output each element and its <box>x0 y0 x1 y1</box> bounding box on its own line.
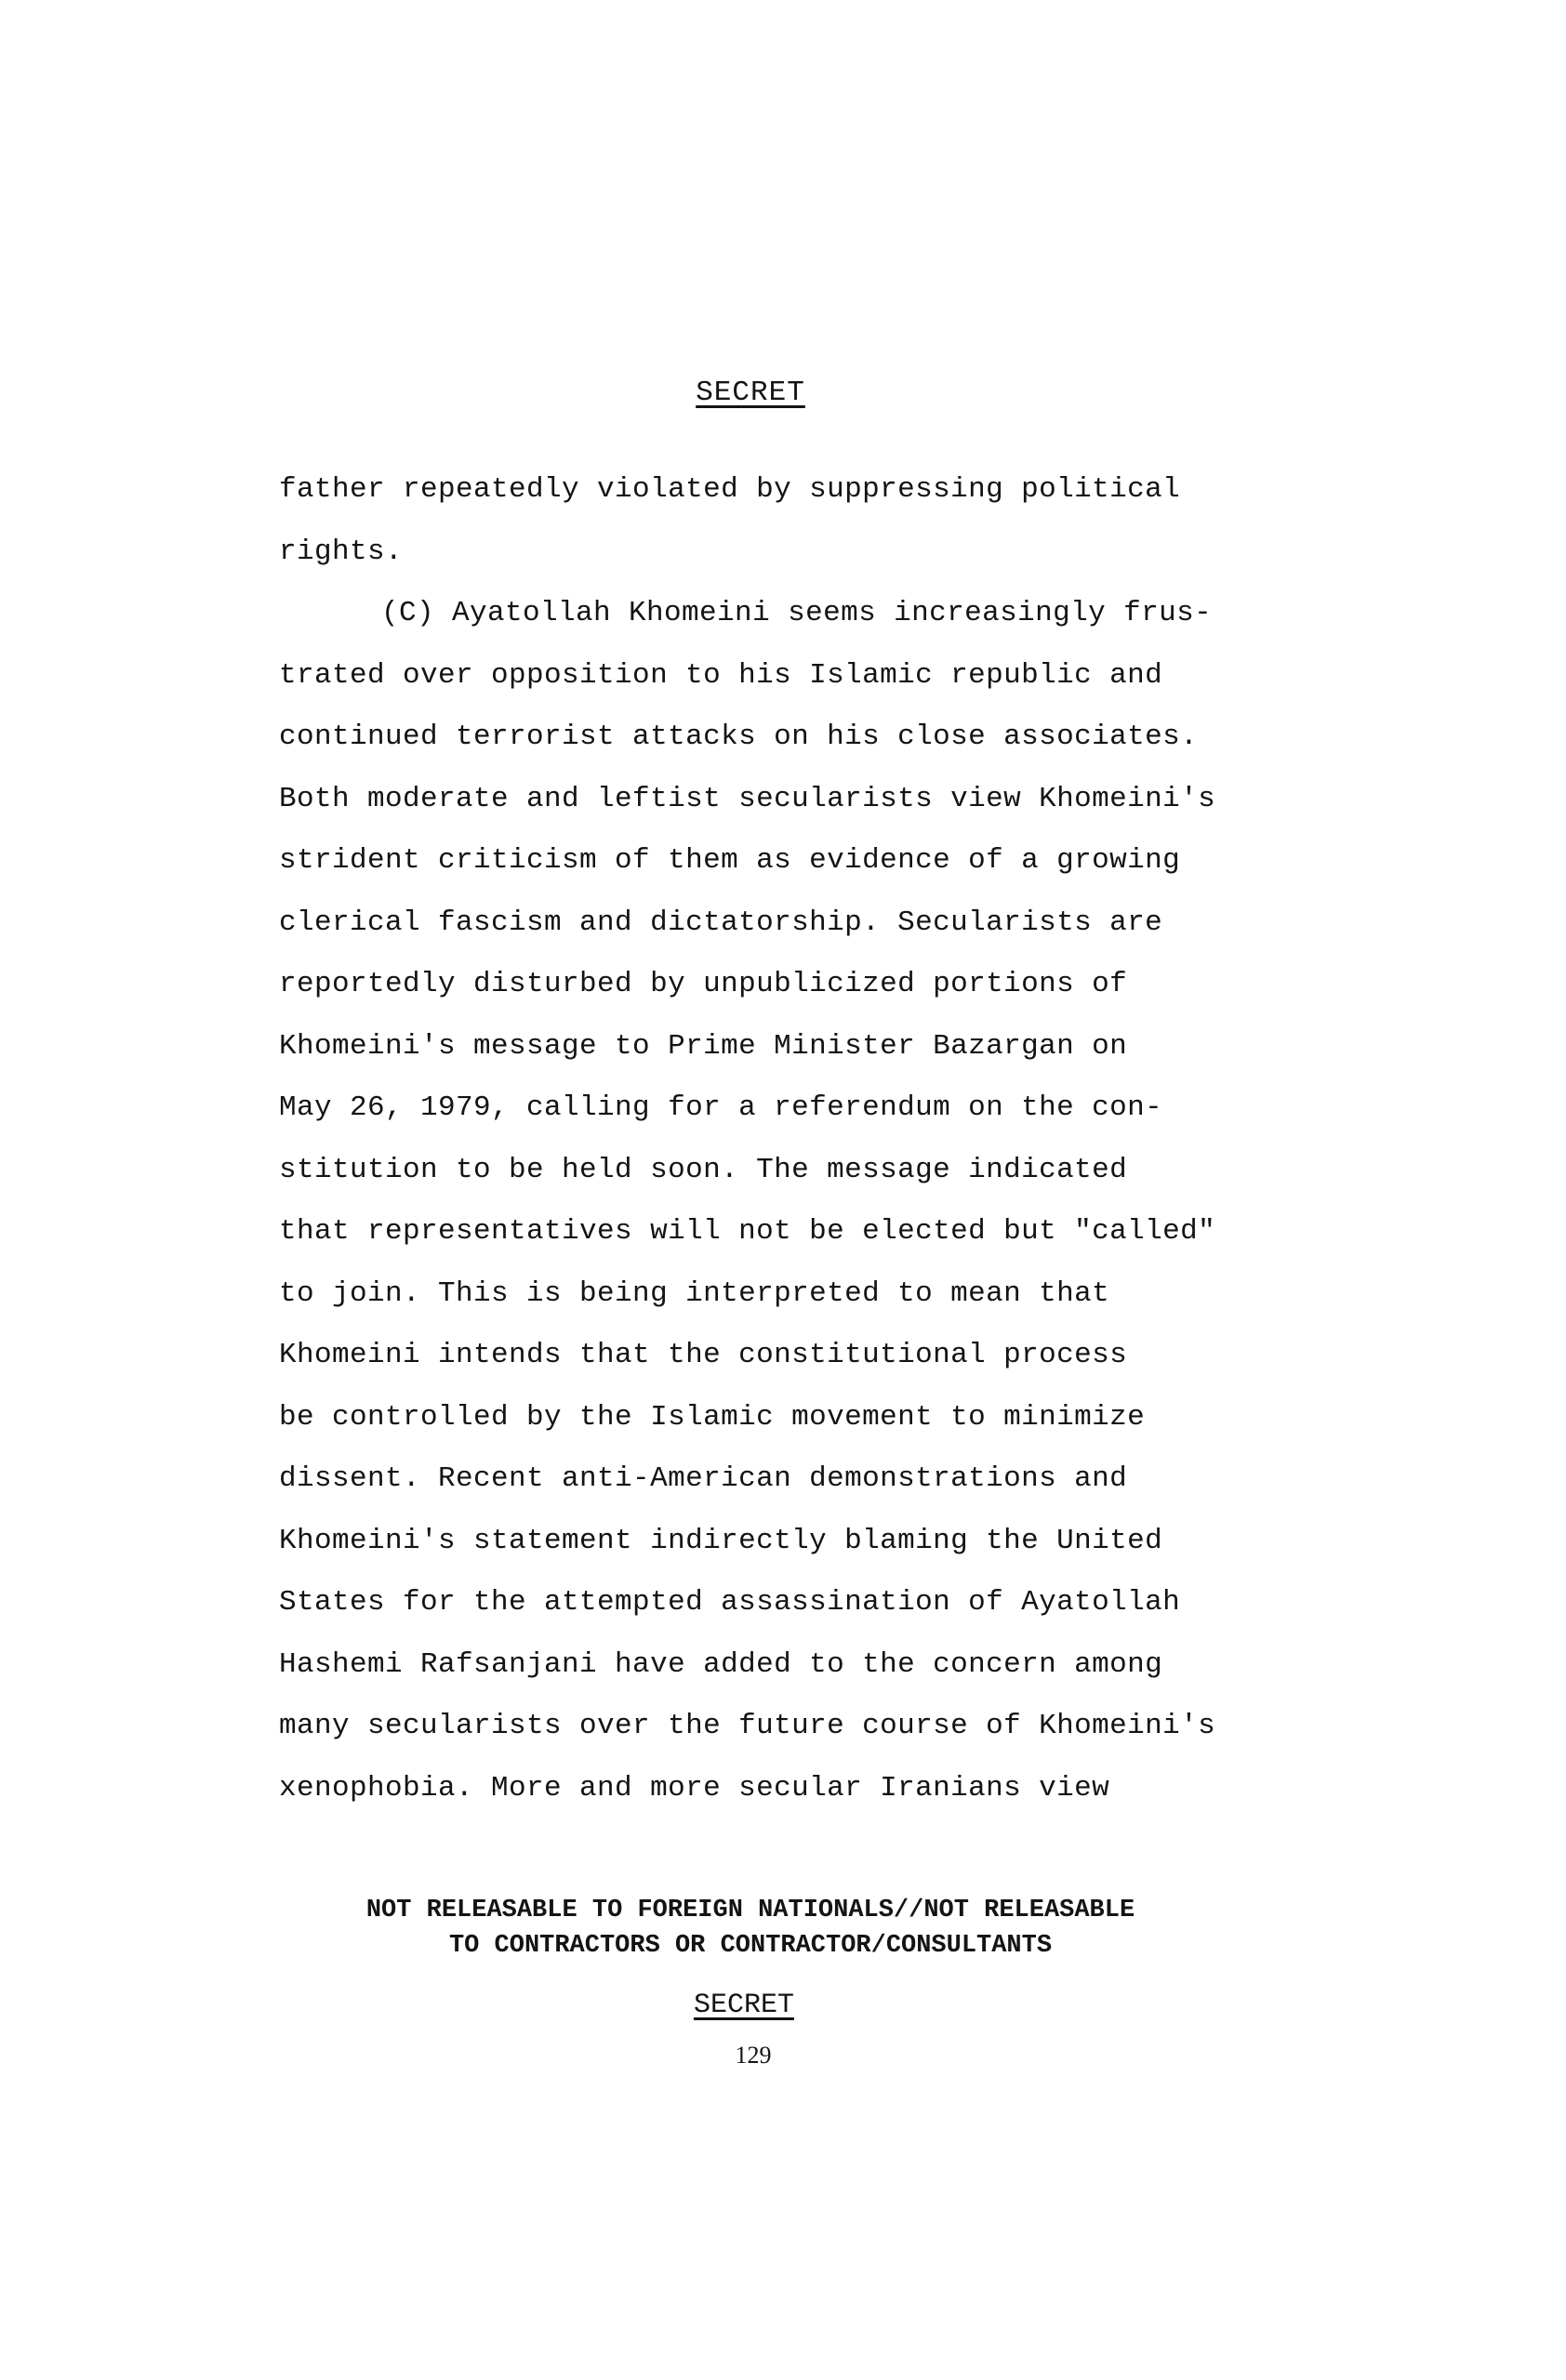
body-line: many secularists over the future course of Khomeini's <box>279 1710 1216 1742</box>
body-line: dissent. Recent anti-American demonstrations and <box>279 1462 1128 1495</box>
header-classification-marking: SECRET <box>696 377 805 409</box>
body-line: continued terrorist attacks on his close associates. <box>279 721 1199 753</box>
body-line: father repeatedly violated by suppressing political <box>279 473 1181 506</box>
body-line: Khomeini's message to Prime Minister Bazargan on <box>279 1029 1128 1063</box>
body-line: Khomeini's statement indirectly blaming the United <box>279 1524 1163 1557</box>
body-text <box>279 459 1302 1819</box>
body-line: trated over opposition to his Islamic republic and <box>279 658 1163 692</box>
body-line: May 26, 1979, calling for a referendum on the con- <box>279 1091 1163 1124</box>
paragraph-start-line: (C) Ayatollah Khomeini seems increasingly frus- <box>381 597 1213 629</box>
body-line: clerical fascism and dictatorship. Secularists are <box>279 906 1163 939</box>
body-line: that representatives will not be elected but "called" <box>279 1215 1216 1248</box>
footer-classification-marking: SECRET <box>693 1990 795 2021</box>
page-number: 129 <box>735 2042 772 2069</box>
body-line: reportedly disturbed by unpublicized portions of <box>279 968 1128 1000</box>
body-line: strident criticism of them as evidence of a growing <box>279 844 1181 877</box>
body-line: rights. <box>279 535 404 568</box>
body-line: States for the attempted assassination of Ayatollah <box>279 1586 1181 1619</box>
caveat-line: TO CONTRACTORS OR CONTRACTOR/CONSULTANTS <box>448 1932 1053 1960</box>
body-line: xenophobia. More and more secular Iranians view <box>279 1771 1110 1805</box>
body-line: Khomeini intends that the constitutional process <box>279 1339 1128 1371</box>
caveat-line: NOT RELEASABLE TO FOREIGN NATIONALS//NOT RELEASABLE <box>365 1897 1135 1924</box>
body-line: Both moderate and leftist secularists view Khomeini's <box>279 782 1216 815</box>
body-line: stitution to be held soon. The message indicated <box>279 1153 1128 1186</box>
body-line: to join. This is being interpreted to mean that <box>279 1276 1110 1310</box>
dissemination-caveat <box>0 1893 1501 1964</box>
body-line: be controlled by the Islamic movement to minimize <box>279 1400 1146 1434</box>
body-line: Hashemi Rafsanjani have added to the concern among <box>279 1647 1163 1681</box>
